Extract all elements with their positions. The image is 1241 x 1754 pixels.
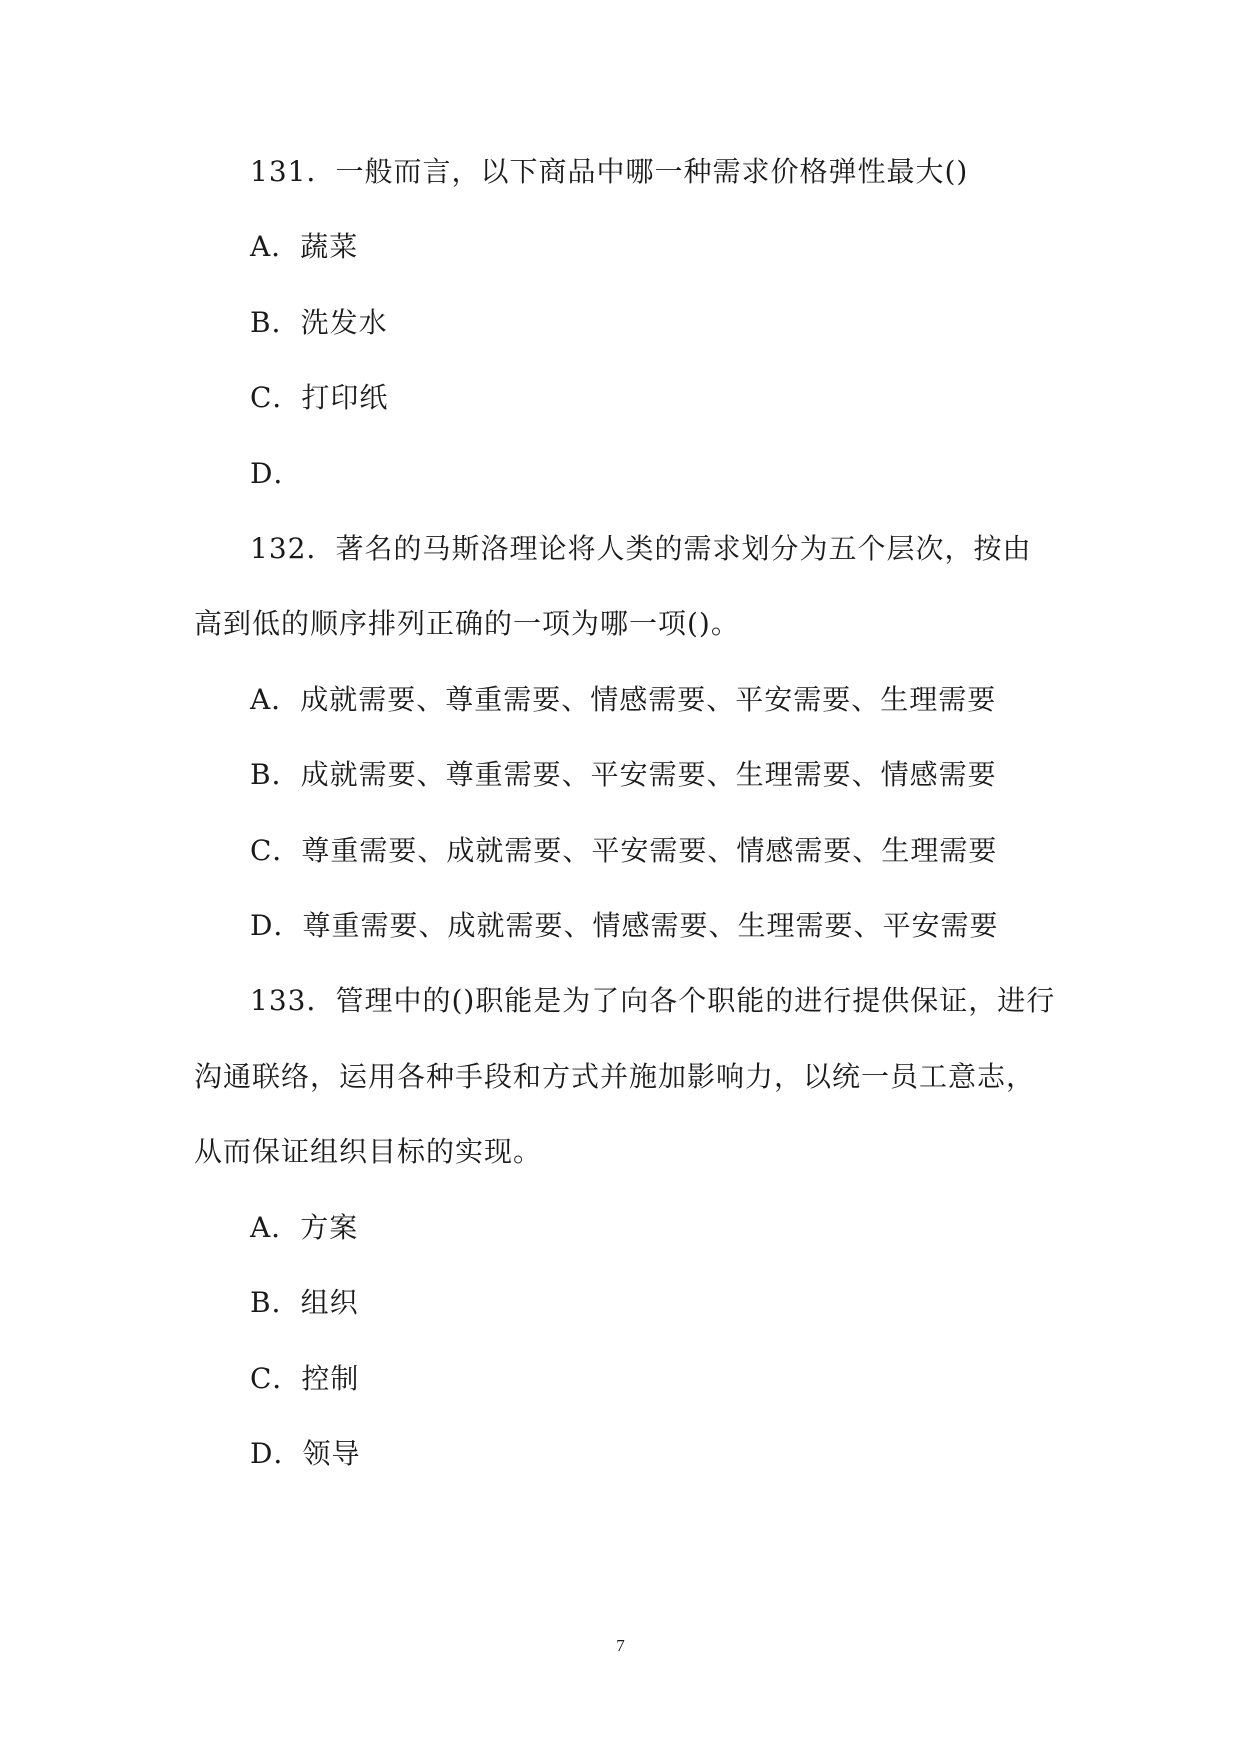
question-132-option-c: C．尊重需要、成就需要、平安需要、情感需要、生理需要 xyxy=(250,834,998,867)
question-133-option-c: C．控制 xyxy=(250,1362,360,1395)
question-131-option-b: B．洗发水 xyxy=(250,306,388,339)
question-131-option-c: C．打印纸 xyxy=(250,381,389,414)
question-133-option-a: A．方案 xyxy=(250,1211,359,1244)
question-132-option-d: D．尊重需要、成就需要、情感需要、生理需要、平安需要 xyxy=(250,909,999,942)
question-133-stem-line-3: 从而保证组织目标的实现。 xyxy=(194,1135,543,1168)
question-133-option-b: B．组织 xyxy=(250,1286,359,1319)
question-133-option-d: D．领导 xyxy=(250,1437,361,1470)
page-number: 7 xyxy=(616,1636,625,1655)
question-133-stem-line-2: 沟通联络，运用各种手段和方式并施加影响力，以统一员工意志， xyxy=(194,1060,1036,1093)
question-131-option-a: A．蔬菜 xyxy=(250,230,359,263)
question-132-option-a: A．成就需要、尊重需要、情感需要、平安需要、生理需要 xyxy=(250,683,997,716)
question-132-option-b: B．成就需要、尊重需要、平安需要、生理需要、情感需要 xyxy=(250,758,997,791)
question-132-stem-line-1: 132．著名的马斯洛理论将人类的需求划分为五个层次，按由 xyxy=(250,532,1032,565)
question-132-stem-line-2: 高到低的顺序排列正确的一项为哪一项()。 xyxy=(194,607,740,640)
question-131-stem: 131．一般而言，以下商品中哪一种需求价格弹性最大() xyxy=(250,155,969,188)
question-131-option-d: D． xyxy=(250,457,303,490)
question-133-stem-line-1: 133．管理中的()职能是为了向各个职能的进行提供保证，进行 xyxy=(250,984,1056,1017)
